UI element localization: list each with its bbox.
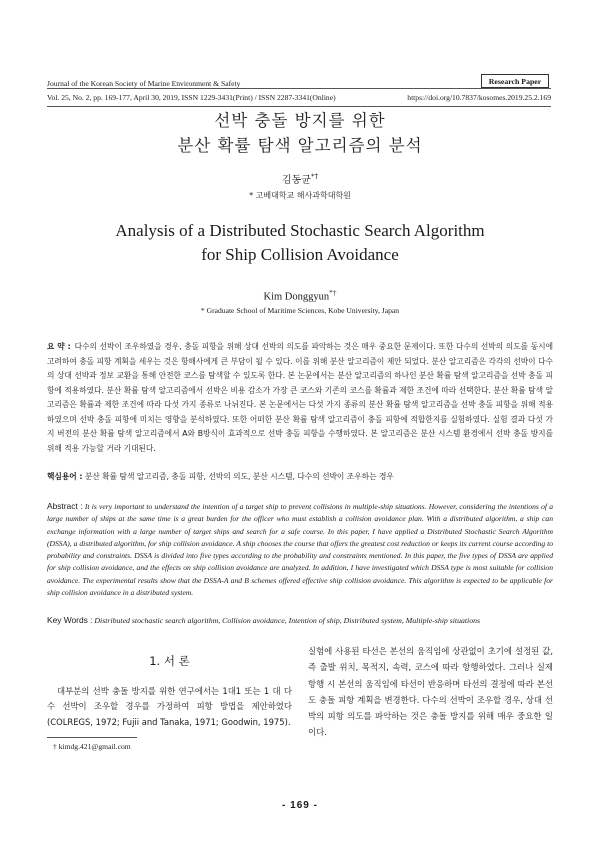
- section-heading-introduction: 1. 서 론: [149, 654, 190, 668]
- affiliation-ko: * 고베대학교 해사과학대학원: [249, 191, 351, 200]
- footnote-rule: [47, 737, 137, 738]
- journal-name: Journal of the Korean Society of Marine Environment & Safety: [47, 79, 241, 88]
- affiliation-en: * Graduate School of Maritime Sciences, Kobe University, Japan: [200, 306, 400, 315]
- abstract-en: [47, 500, 553, 599]
- page-number: - 169 -: [282, 800, 318, 811]
- keywords-ko: [47, 471, 553, 482]
- body-column-left: 대부분의 선박 충돌 방지를 위한 연구에서는 1대1 또는 1 대 다수 선박이 조우할 경우를 가정하여 피항 방법을 제안하였다(COLREGS, 1972; Fujii and Tanaka, 1971; Goodwin, 1975).: [47, 686, 292, 727]
- abstract-en-text: It is very important to understand the intention of a target ship to prevent collisions in multiple-ship situations. However, considering the intentions of a large number of ships at the same time is a great burden for the officer who must establish a collision avoidance plan. With a distributed algorithm, a ship can exchange information with a large number of target ships and search for a safe course. In this paper, I have applied a Distributed Stochastic Search Algorithm (DSSA), a distributed algorithm, for ship collision avoidance. A ship chooses the course that offers the greatest cost reduction or keeps its current course according to probability and constraints. DSSA is divided into five types according to the probability and constraints mentioned. In this paper, the five types of DSSA are applied for ship collision avoidance, and the effects on ship collision avoidance are analyzed. In addition, I have investigated which DSSA type is most suitable for collision avoidance. The experimental results show that the DSSA-A and B schemes offered effective ship collision avoidance. This algorithm is expected to be applicable for ship collision avoidance in a distributed system.: [47, 502, 553, 598]
- abstract-ko: [47, 340, 553, 456]
- header-rule-top: [47, 88, 551, 89]
- title-en-line1: Analysis of a Distributed Stochastic Search Algorithm: [115, 221, 485, 240]
- title-en-line2: for Ship Collision Avoidance: [201, 245, 399, 264]
- keywords-en-label: Key Words :: [47, 615, 93, 625]
- keywords-ko-text: 분산 확률 탐색 알고리즘, 충돌 피항, 선박의 의도, 분산 시스템, 다수의 선박이 조우하는 경우: [84, 472, 394, 481]
- volume-info: Vol. 25, No. 2, pp. 169-177, April 30, 2019, ISSN 1229-3431(Print) / ISSN 2287-3341(Online): [47, 93, 336, 102]
- keywords-en-text: Distributed stochastic search algorithm, Collision avoidance, Intention of ship, Distributed system, Multiple-ship situations: [94, 616, 481, 625]
- author-ko: 김동균*†: [282, 172, 318, 186]
- title-ko-line1: 선박 충돌 방지를 위한: [214, 111, 386, 130]
- footnote-email[interactable]: † kimdg.421@gmail.com: [53, 742, 131, 751]
- title-ko-line2: 분산 확률 탐색 알고리즘의 분석: [177, 136, 423, 155]
- author-en: Kim Donggyun*†: [263, 288, 337, 303]
- keywords-ko-label: 핵심용어 :: [47, 472, 83, 481]
- article-type-badge: Research Paper: [481, 74, 549, 88]
- abstract-ko-label: 요 약 :: [47, 342, 71, 351]
- keywords-en: [47, 615, 553, 625]
- abstract-en-label: Abstract :: [47, 501, 83, 511]
- abstract-ko-text: 다수의 선박이 조우하였을 경우, 충돌 피항을 위해 상대 선박의 의도를 파악하는 것은 매우 중요한 문제이다. 또한 다수의 선박의 의도를 동시에 고려하여 충돌 피항 계획을 세우는 것은 항해사에게 큰 부담이 될 수 있다. 이를 위해 분산 알고리즘이 제안 되었다. 분산 알고리즘은 각각의 선박이 다수의 상대 선박과 정보 교환을 통해 안전한 코스를 탐색할 수 있도록 한다. 본 논문에서는 분산 알고리즘의 하나인 분산 확률 탐색 알고리즘을 선박 충돌 피항에 적용하였다. 분산 확률 탐색 알고리즘에서 선박은 비용 감소가 가장 큰 코스와 기존의 코스를 확률과 제한 조건에 따라 선택한다. 분산 확률 탐색 알고리즘은 확률과 제한 조건에 따라 다섯 가지 종류로 나뉘진다. 본 논문에서는 다섯 가지 종류의 분산 확률 탐색 알고리즘을 선박 충돌 피항을 위해 적용하였으며 선박 충돌 피항에 미치는 영향을 분석하였다. 또한 어떠한 분산 확률 탐색 알고리즘이 충돌 피항에 적합한지를 실험하였다. 실험 결과 다섯 가지 버전의 분산 확률 탐색 알고리즘에서 A와 B방식이 효과적으로 선박 충돌 피항을 수행하였다. 본 알고리즘은 분산 시스템 환경에서 선박 충돌 방지를 위해 적용 가능할 거라 기대된다.: [47, 342, 553, 453]
- doi-link[interactable]: https://doi.org/10.7837/kosomes.2019.25.2.169: [407, 93, 551, 102]
- body-column-right: 실험에 사용된 타선은 본선의 움직임에 상관없이 초기에 설정된 값, 즉 출발 위치, 목적지, 속력, 코스에 따라 항행하였다. 그러나 실제 항행 시 본선의 움직임에 타선이 반응하며 타선의 결정에 따라 본선도 충돌 피항 계획을 변경한다. 다수의 선박이 조우할 경우, 상대 선박의 피항 의도를 파악하는 것은 충돌 방지를 위해 매우 중요한 일이다.: [308, 646, 553, 738]
